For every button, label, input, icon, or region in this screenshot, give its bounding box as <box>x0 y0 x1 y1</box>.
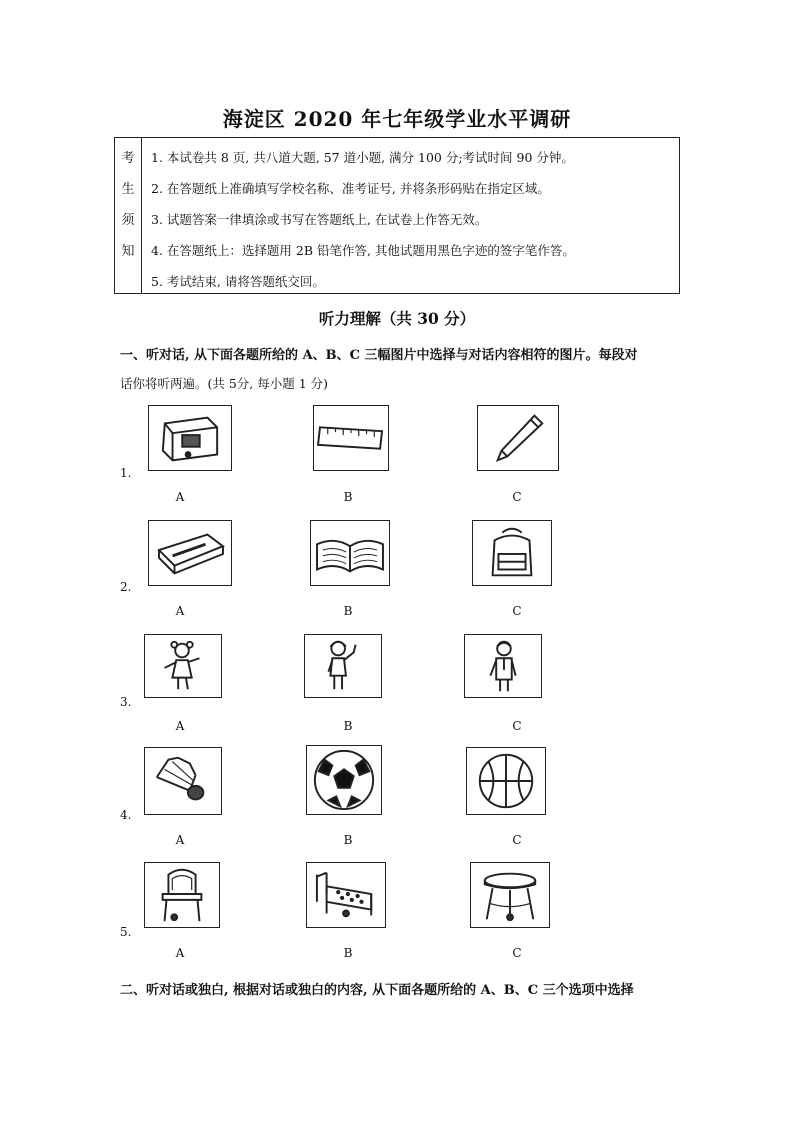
question-number: 5. <box>120 925 132 939</box>
notice-item: 3. 试题答案一律填涂或书写在答题纸上, 在试卷上作答无效。 <box>151 212 488 227</box>
notice-side-char: 考 <box>121 151 135 166</box>
shuttlecock-icon <box>144 747 222 815</box>
girl-waving-icon <box>304 634 382 698</box>
option-label: A <box>175 833 185 847</box>
notice-side-char: 生 <box>121 182 135 197</box>
part1-instruction-cont: 话你将听两遍。(共 5分, 每小题 1 分) <box>120 376 329 391</box>
question-number: 1. <box>120 466 132 480</box>
notice-item: 5. 考试结束, 请将答题纸交回。 <box>151 274 325 289</box>
backpack-icon <box>472 520 552 586</box>
notice-item: 2. 在答题纸上准确填写学校名称、准考证号, 并将条形码贴在指定区域。 <box>151 181 550 196</box>
open-book-icon <box>310 520 390 586</box>
option-label: C <box>512 490 522 504</box>
option-label: A <box>175 719 185 733</box>
girl-dancing-icon <box>144 634 222 698</box>
option-label: B <box>343 490 353 504</box>
exam-notice-box <box>114 137 680 294</box>
option-label: B <box>343 604 353 618</box>
option-label: A <box>175 604 185 618</box>
option-label: A <box>175 490 185 504</box>
option-label: A <box>175 946 185 960</box>
bed-icon <box>306 862 386 928</box>
round-table-icon <box>470 862 550 928</box>
notice-side-char: 知 <box>121 244 135 259</box>
pencil-case-icon <box>148 520 232 586</box>
option-label: B <box>343 946 353 960</box>
option-label: C <box>512 946 522 960</box>
pencil-icon <box>477 405 559 471</box>
part1-instruction: 一、听对话, 从下面各题所给的 A、B、C 三幅图片中选择与对话内容相符的图片。每段对 <box>120 348 638 363</box>
notice-side-char: 须 <box>121 213 135 228</box>
boy-standing-icon <box>464 634 542 698</box>
question-number: 2. <box>120 580 132 594</box>
notice-item: 1. 本试卷共 8 页, 共八道大题, 57 道小题, 满分 100 分;考试时间 90 分钟。 <box>151 150 574 165</box>
option-label: C <box>512 604 522 618</box>
soccer-ball-icon <box>306 745 382 815</box>
option-label: C <box>512 833 522 847</box>
pencil-sharpener-icon <box>148 405 232 471</box>
option-label: C <box>512 719 522 733</box>
notice-side-label <box>115 138 142 293</box>
question-number: 4. <box>120 808 132 822</box>
part2-instruction: 二、听对话或独白, 根据对话或独白的内容, 从下面各题所给的 A、B、C 三个选项中选择 <box>120 983 634 998</box>
option-label: B <box>343 833 353 847</box>
ruler-icon <box>313 405 389 471</box>
option-label: B <box>343 719 353 733</box>
chair-icon <box>144 862 220 928</box>
notice-item: 4. 在答题纸上：选择题用 2B 铅笔作答, 其他试题用黑色字迹的签字笔作答。 <box>151 243 575 258</box>
basketball-icon <box>466 747 546 815</box>
page-title: 海淀区 2020 年七年级学业水平调研 <box>222 107 572 131</box>
question-number: 3. <box>120 695 132 709</box>
section-title: 听力理解（共 30 分） <box>318 309 476 328</box>
